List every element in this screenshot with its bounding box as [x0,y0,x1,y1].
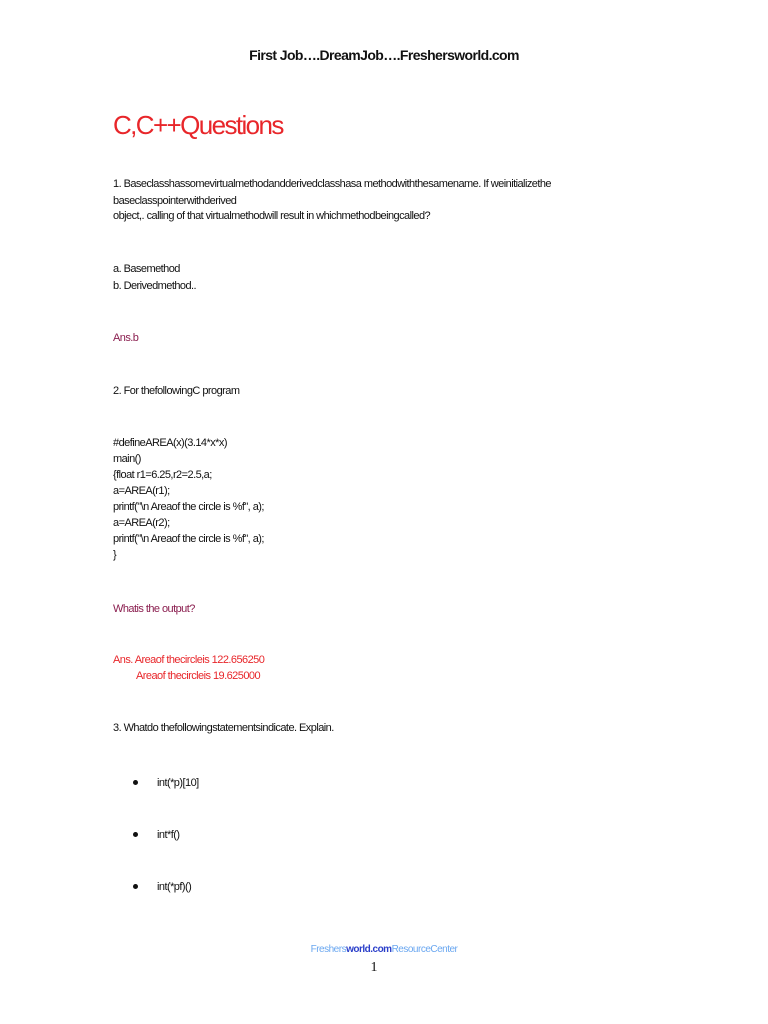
footer-brand-part-2: world.com [346,944,392,955]
q1-line-3: object,. calling of that virtualmethodwill result in whichmethodbeingcalled? [113,210,431,222]
document-title: C,C++Questions [113,110,283,140]
code-line: } [113,549,117,561]
q2-prompt: Whatis the output? [113,603,195,615]
code-line: printf("\n Areaof the circle is %f", a); [113,533,264,545]
code-line: printf("\n Areaof the circle is %f", a); [113,501,264,513]
q2-answer-line-2: Areaof thecircleis 19.625000 [136,670,261,682]
footer-brand-part-3: ResourceCenter [391,944,458,955]
q1-line-1: 1. Baseclasshassomevirtualmethodandderivedclasshasa methodwiththesamename. If weinitializethe [113,178,552,190]
q1-option-a: a. Basemethod [113,263,180,275]
page-footer [0,944,768,955]
q3-question: 3. Whatdo thefollowingstatementsindicate. Explain. [113,722,334,734]
bullet-icon [133,780,138,785]
q2-answer-line-1: Ans. Areaof thecircleis 122.656250 [113,654,265,666]
code-line: a=AREA(r2); [113,517,170,529]
code-line: {float r1=6.25,r2=2.5,a; [113,469,212,481]
list-item-text: int*f() [157,829,180,841]
q1-answer: Ans.b [113,332,139,344]
page-header: First Job….DreamJob….Freshersworld.com [249,47,519,63]
code-line: #defineAREA(x)(3.14*x*x) [113,437,227,449]
code-line: a=AREA(r1); [113,485,170,497]
code-line: main() [113,453,141,465]
footer-brand-part-1: Freshers [310,944,347,955]
list-item-text: int(*pf)() [157,881,192,893]
page-number: 1 [370,960,378,975]
bullet-icon [133,884,138,889]
q2-question: 2. For thefollowingC program [113,385,240,397]
list-item-text: int(*p)[10] [157,777,199,789]
bullet-icon [133,832,138,837]
q1-option-b: b. Derivedmethod.. [113,280,197,292]
q1-line-2: baseclasspointerwithderived [113,195,237,207]
